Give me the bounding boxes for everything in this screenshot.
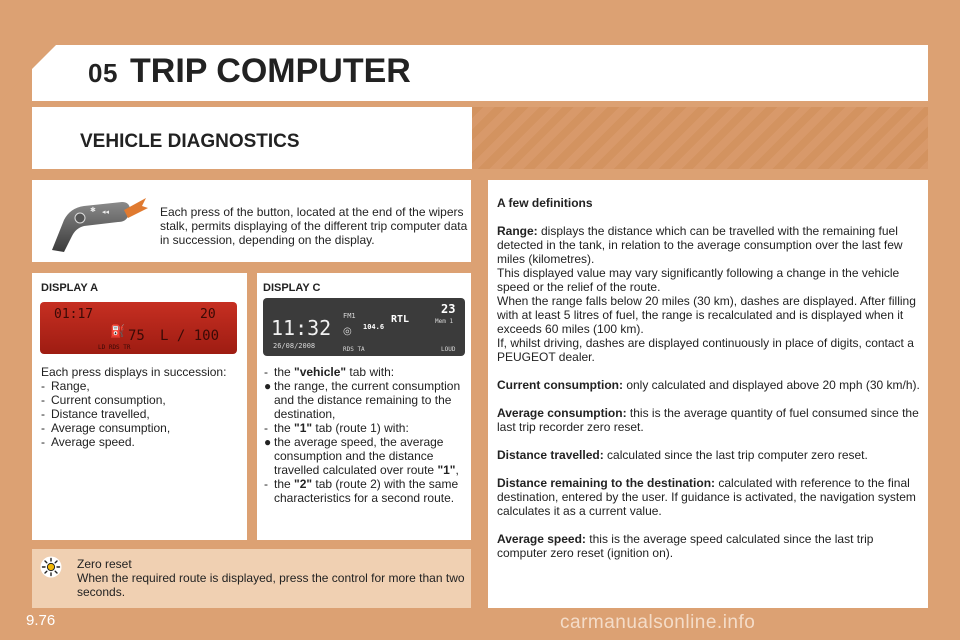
lcd-c-freq: 104.6 — [363, 323, 385, 331]
list-item: - Range, — [41, 379, 90, 393]
display-c-heading: DISPLAY C — [263, 282, 321, 294]
list-item: ● the range, the current consumption and the distance remaining to the destination, — [264, 379, 461, 421]
lcd-c-mem: Mem 1 — [435, 318, 454, 325]
definition-average: Average consumption: this is the average quantity of fuel consumed since the last trip recorder zero reset. — [497, 406, 919, 434]
lcd-a-range-right: L / 100 — [160, 328, 220, 344]
lcd-c-date: 26/08/2008 — [273, 342, 316, 350]
definition-distance: Distance travelled: calculated since the last trip computer zero reset. — [497, 448, 868, 462]
decorative-stripes — [472, 107, 928, 169]
display-a-screen — [40, 302, 237, 354]
display-c-screen — [263, 298, 465, 356]
lcd-c-temp: 23 — [441, 302, 456, 316]
chapter-number: 05 — [88, 58, 118, 88]
lcd-a-labels: LD RDS TR — [98, 344, 131, 351]
lcd-c-rds: RDS TA — [343, 346, 365, 353]
svg-text:✱: ✱ — [90, 206, 96, 214]
list-item: - Current consumption, — [41, 393, 166, 407]
note-text — [77, 557, 467, 599]
definitions-heading: A few definitions — [497, 196, 593, 210]
intro-text: Each press of the button, located at the end of the wipers stalk, permits displaying of the different trip computer data in succession, depending on the display. — [160, 205, 468, 247]
list-item: ● the average speed, the average consumption and the distance travelled calculated over route "1", — [264, 435, 459, 477]
lcd-a-range-left: 75 — [128, 328, 145, 344]
list-item: - the "vehicle" tab with: — [264, 365, 395, 379]
sun-icon — [40, 556, 62, 578]
wiper-stalk-illustration — [50, 192, 150, 254]
note-title: Zero reset — [77, 557, 132, 571]
page-title: TRIP COMPUTER — [130, 52, 411, 90]
display-a-heading: DISPLAY A — [41, 282, 99, 294]
display-a-lead: Each press displays in succession: — [41, 365, 227, 379]
watermark: carmanualsonline.info — [560, 612, 756, 633]
lcd-c-loud: LOUD — [441, 346, 456, 353]
lcd-c-station: RTL — [391, 314, 410, 325]
radio-signal-icon: ◎ — [343, 326, 352, 337]
definition-speed: Average speed: this is the average speed calculated since the last trip computer zero reset (ignition on). — [497, 532, 874, 560]
definitions-text — [497, 196, 925, 574]
list-item: - the "1" tab (route 1) with: — [264, 421, 409, 435]
list-item: - Distance travelled, — [41, 407, 150, 421]
note-body: When the required route is displayed, press the control for more than two seconds. — [77, 571, 465, 599]
display-a-text — [41, 365, 246, 449]
display-c-text — [264, 365, 470, 505]
definition-current: Current consumption: only calculated and displayed above 20 mph (30 km/h). — [497, 378, 920, 392]
lcd-a-temp: 20 — [200, 307, 216, 322]
lcd-a-time: 01:17 — [54, 307, 94, 322]
list-item: - Average consumption, — [41, 421, 171, 435]
list-item: - Average speed. — [41, 435, 135, 449]
header-corner — [0, 45, 56, 101]
page-number: 9.76 — [26, 612, 56, 629]
list-item: - the "2" tab (route 2) with the same characteristics for a second route. — [264, 477, 459, 505]
svg-text:◂◂: ◂◂ — [102, 208, 110, 216]
section-title: VEHICLE DIAGNOSTICS — [80, 131, 300, 152]
lcd-c-time: 11:32 — [271, 316, 332, 340]
lcd-c-band: FM1 — [343, 312, 356, 320]
fuel-pump-icon: ⛽ — [110, 324, 125, 338]
definition-remaining: Distance remaining to the destination: calculated with reference to the final destination, entered by the user. If guidance is activated, the navigation system calculates it as a current value. — [497, 476, 916, 518]
definition-range: Range: displays the distance which can be travelled with the remaining fuel detected in the tank, in relation to the average consumption over the last few miles (kilometres). This displayed value may vary significantly following a change in the vehicle speed or the relief of the route. When the range falls below 20 miles (30 km), dashes are displayed. After filling with at least 5 litres of fuel, the range is recalculated and is displayed when it exceeds 60 miles (100 km). If, whilst driving, dashes are displayed continuously in place of digits, contact a PEUGEOT dealer. — [497, 224, 916, 364]
